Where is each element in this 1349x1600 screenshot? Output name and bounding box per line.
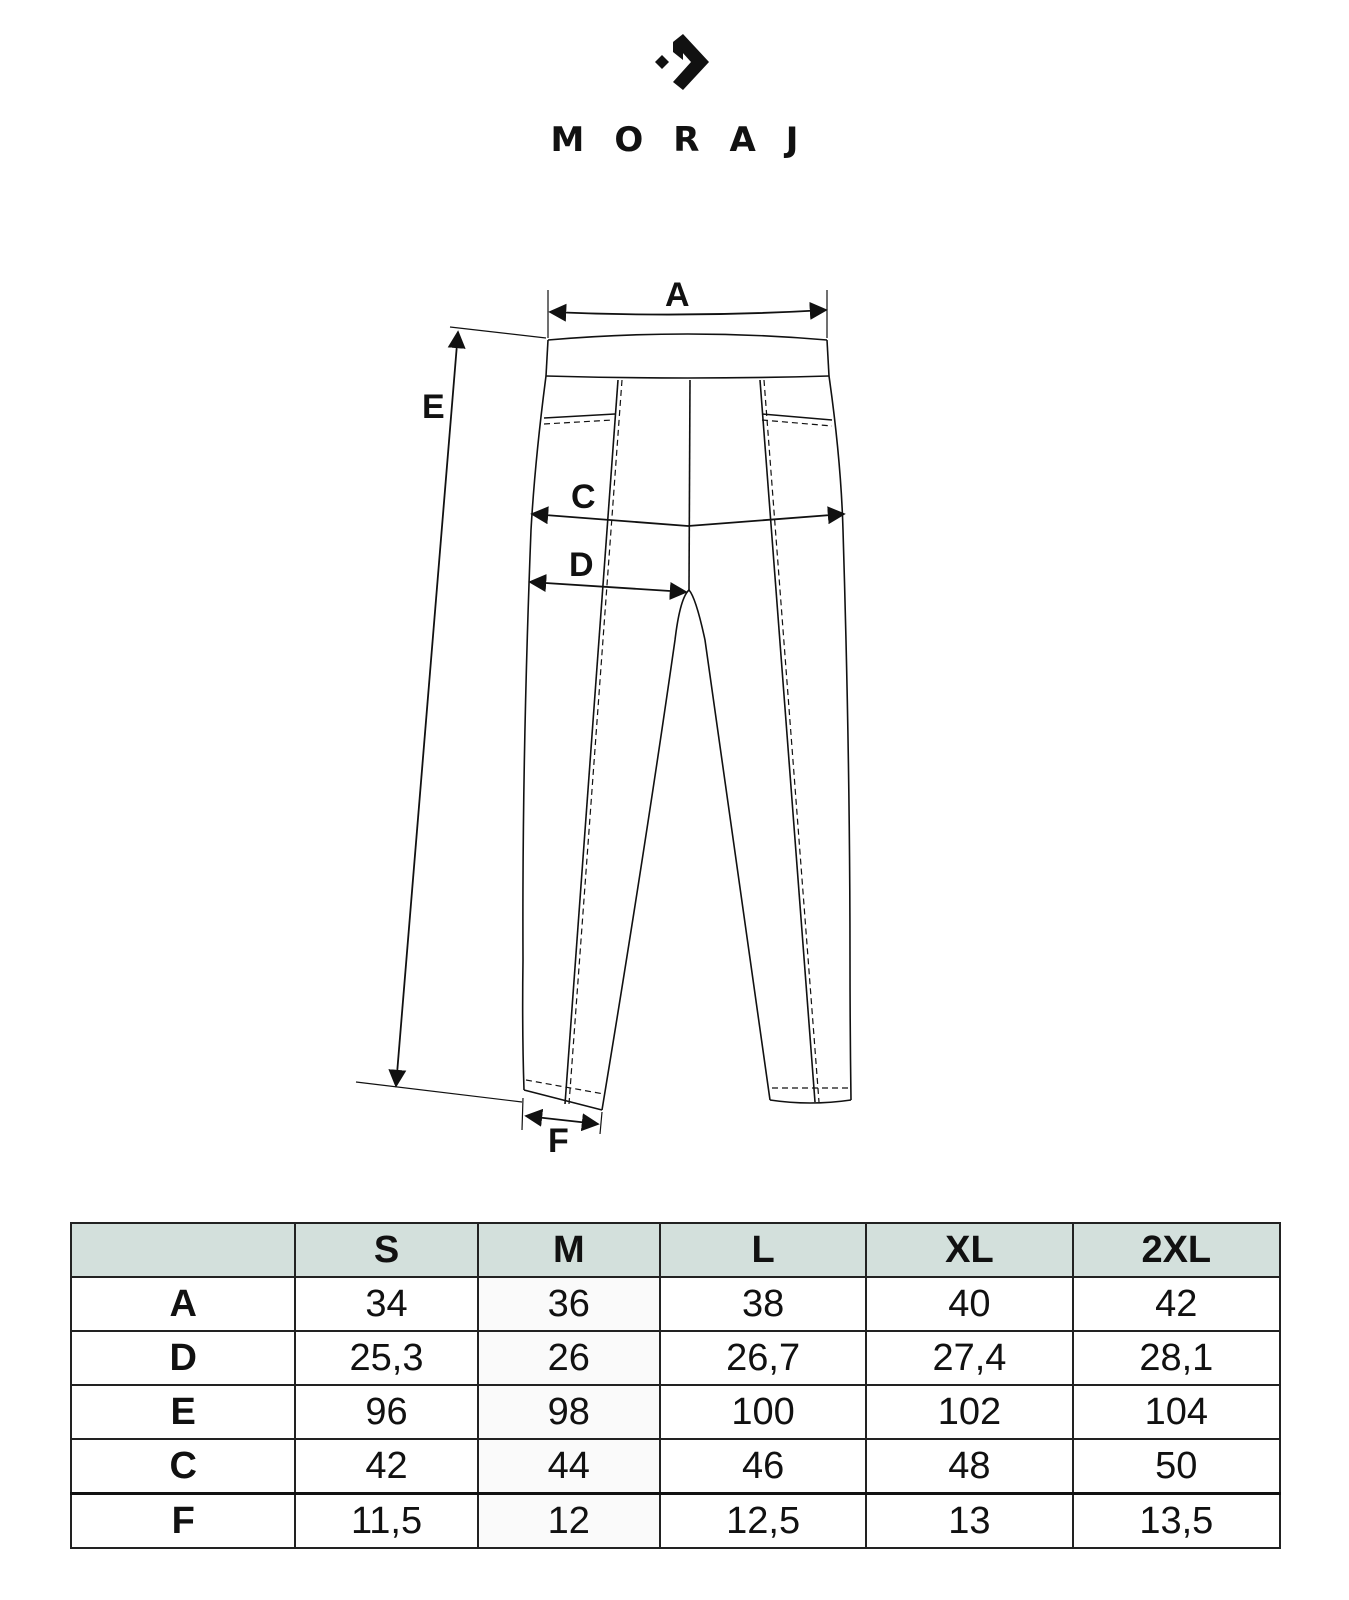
row-label: F (71, 1494, 295, 1549)
table-cell: 27,4 (866, 1331, 1072, 1385)
table-cell: 34 (295, 1277, 477, 1331)
table-cell: 102 (866, 1385, 1072, 1439)
table-cell: 11,5 (295, 1494, 477, 1549)
table-cell: 26,7 (660, 1331, 866, 1385)
header-size-2xl: 2XL (1073, 1223, 1280, 1277)
table-header-row (71, 1223, 1280, 1277)
table-cell: 96 (295, 1385, 477, 1439)
row-label: C (71, 1439, 295, 1494)
brand-name: MORAJ (550, 120, 829, 160)
table-cell: 36 (478, 1277, 660, 1331)
pants-outline (523, 334, 851, 1110)
table-cell: 25,3 (295, 1331, 477, 1385)
header-corner (71, 1223, 295, 1277)
table-row (71, 1277, 1280, 1331)
table-cell: 44 (478, 1439, 660, 1494)
table-cell: 28,1 (1073, 1331, 1280, 1385)
table-cell: 104 (1073, 1385, 1280, 1439)
header-size-xl: XL (866, 1223, 1072, 1277)
table-cell: 12,5 (660, 1494, 866, 1549)
table-row (71, 1331, 1280, 1385)
table-cell: 48 (866, 1439, 1072, 1494)
table-cell: 13 (866, 1494, 1072, 1549)
table-cell: 98 (478, 1385, 660, 1439)
label-f: F (548, 1122, 569, 1160)
header-size-m: M (478, 1223, 660, 1277)
table-cell: 13,5 (1073, 1494, 1280, 1549)
table-cell: 38 (660, 1277, 866, 1331)
row-label: D (71, 1331, 295, 1385)
header-size-l: L (660, 1223, 866, 1277)
table-cell: 12 (478, 1494, 660, 1549)
table-cell: 46 (660, 1439, 866, 1494)
table-cell: 100 (660, 1385, 866, 1439)
row-label: E (71, 1385, 295, 1439)
label-a: A (665, 276, 690, 314)
label-e: E (422, 388, 445, 426)
header-size-s: S (295, 1223, 477, 1277)
table-row (71, 1494, 1280, 1549)
table-cell: 42 (295, 1439, 477, 1494)
table-cell: 26 (478, 1331, 660, 1385)
table-cell: 42 (1073, 1277, 1280, 1331)
table-row (71, 1385, 1280, 1439)
label-d: D (569, 546, 594, 584)
table-cell: 40 (866, 1277, 1072, 1331)
table-cell: 50 (1073, 1439, 1280, 1494)
row-label: A (71, 1277, 295, 1331)
size-chart-table (70, 1222, 1281, 1549)
table-row (71, 1439, 1280, 1494)
label-c: C (571, 478, 596, 516)
